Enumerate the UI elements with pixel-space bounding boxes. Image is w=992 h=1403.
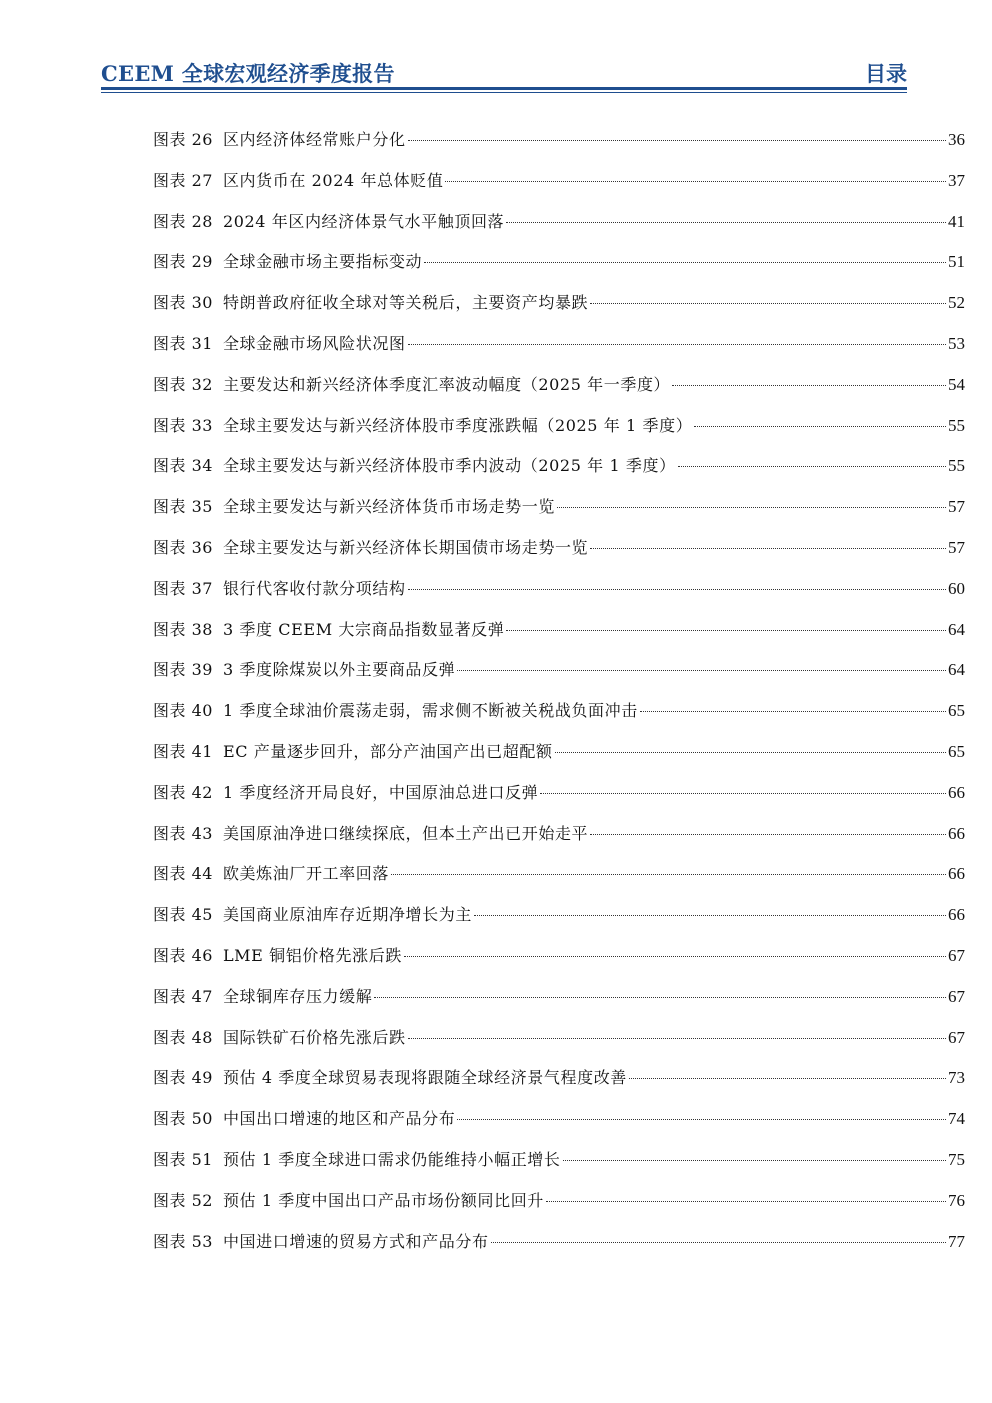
toc-leader-dots	[474, 914, 946, 916]
toc-entry[interactable]	[153, 250, 965, 291]
toc-entry-title: 银行代客收付款分项结构	[222, 578, 406, 598]
toc-entry-page: 64	[948, 660, 965, 680]
toc-entry-label: 图表 50	[153, 1109, 213, 1129]
toc-entry-page: 75	[948, 1149, 965, 1169]
toc-entry-title: 中国出口增速的地区和产品分布	[222, 1109, 456, 1129]
toc-entry-page: 66	[948, 905, 965, 925]
toc-entry-label: 图表 37	[153, 578, 213, 598]
toc-entry-label: 图表 45	[153, 905, 213, 925]
toc-leader-dots	[694, 425, 946, 427]
table-of-contents	[153, 128, 965, 1270]
toc-entry[interactable]	[153, 577, 965, 618]
toc-entry[interactable]	[153, 1148, 965, 1189]
toc-entry-label: 图表 53	[153, 1231, 213, 1251]
toc-entry-title: EC 产量逐步回升，部分产油国产出已超配额	[222, 741, 553, 761]
toc-entry-title: 1 季度全球油价震荡走弱，需求侧不断被关税战负面冲击	[222, 701, 638, 721]
toc-entry[interactable]	[153, 862, 965, 903]
toc-leader-dots	[506, 629, 946, 631]
toc-entry-title: 欧美炼油厂开工率回落	[222, 864, 389, 884]
toc-entry[interactable]	[153, 291, 965, 332]
toc-entry-title: 2024 年区内经济体景气水平触顶回落	[222, 211, 505, 231]
toc-leader-dots	[408, 343, 946, 345]
toc-entry-page: 57	[948, 497, 965, 517]
toc-entry-label: 图表 26	[153, 130, 213, 149]
toc-entry-title: 预估 1 季度中国出口产品市场份额同比回升	[222, 1190, 544, 1210]
toc-leader-dots	[491, 1241, 946, 1243]
toc-entry-page: 52	[948, 293, 965, 313]
toc-entry-label: 图表 51	[153, 1149, 213, 1169]
toc-leader-dots	[424, 261, 946, 263]
toc-entry[interactable]	[153, 169, 965, 210]
toc-entry-page: 53	[948, 333, 965, 353]
toc-entry[interactable]	[153, 1066, 965, 1107]
toc-entry-label: 图表 44	[153, 864, 213, 884]
toc-leader-dots	[408, 588, 946, 590]
toc-entry-label: 图表 49	[153, 1068, 213, 1088]
toc-entry-page: 36	[948, 130, 965, 149]
toc-entry-title: 3 季度除煤炭以外主要商品反弹	[222, 660, 456, 680]
toc-entry-label: 图表 27	[153, 170, 213, 190]
toc-entry-page: 57	[948, 537, 965, 557]
toc-entry-title: 全球金融市场风险状况图	[222, 333, 406, 353]
toc-leader-dots	[457, 1118, 946, 1120]
toc-entry-page: 77	[948, 1231, 965, 1251]
header-rule-thick	[101, 87, 907, 90]
toc-leader-dots	[540, 792, 946, 794]
toc-entry-page: 51	[948, 252, 965, 272]
toc-entry-label: 图表 30	[153, 293, 213, 313]
toc-entry-label: 图表 41	[153, 741, 213, 761]
toc-leader-dots	[408, 139, 946, 141]
toc-leader-dots	[445, 180, 946, 182]
toc-leader-dots	[408, 1037, 946, 1039]
toc-entry-label: 图表 48	[153, 1027, 213, 1047]
toc-entry-title: 特朗普政府征收全球对等关税后，主要资产均暴跌	[222, 293, 589, 313]
toc-entry-title: 区内经济体经常账户分化	[222, 130, 406, 149]
toc-entry[interactable]	[153, 740, 965, 781]
toc-entry-title: 国际铁矿石价格先涨后跌	[222, 1027, 406, 1047]
toc-entry-title: 预估 1 季度全球进口需求仍能维持小幅正增长	[222, 1149, 561, 1169]
toc-entry-page: 65	[948, 741, 965, 761]
toc-entry[interactable]	[153, 1230, 965, 1271]
toc-entry-title: 全球主要发达与新兴经济体股市季内波动（2025 年 1 季度）	[222, 456, 676, 476]
toc-entry-title: 美国商业原油库存近期净增长为主	[222, 905, 472, 925]
toc-entry-page: 76	[948, 1190, 965, 1210]
toc-entry[interactable]	[153, 903, 965, 944]
header-rule-thin	[101, 92, 907, 93]
toc-entry[interactable]	[153, 822, 965, 863]
toc-entry-label: 图表 52	[153, 1190, 213, 1210]
toc-leader-dots	[457, 669, 946, 671]
toc-entry-page: 65	[948, 701, 965, 721]
toc-entry-page: 66	[948, 864, 965, 884]
toc-entry-label: 图表 28	[153, 211, 213, 231]
toc-entry-page: 55	[948, 456, 965, 476]
toc-entry-label: 图表 43	[153, 823, 213, 843]
toc-entry-title: 3 季度 CEEM 大宗商品指数显著反弹	[222, 619, 505, 639]
toc-leader-dots	[590, 302, 946, 304]
toc-leader-dots	[672, 384, 946, 386]
toc-leader-dots	[555, 751, 946, 753]
toc-entry[interactable]	[153, 495, 965, 536]
toc-entry-page: 67	[948, 986, 965, 1006]
toc-leader-dots	[563, 1159, 946, 1161]
toc-entry-page: 41	[948, 211, 965, 231]
toc-entry-title: 全球主要发达与新兴经济体货币市场走势一览	[222, 497, 555, 517]
toc-entry-title: 主要发达和新兴经济体季度汇率波动幅度（2025 年一季度）	[222, 374, 671, 394]
toc-entry[interactable]	[153, 128, 965, 169]
toc-entry[interactable]	[153, 658, 965, 699]
toc-leader-dots	[546, 1200, 946, 1202]
toc-entry-page: 55	[948, 415, 965, 435]
toc-entry-page: 66	[948, 782, 965, 802]
toc-entry-label: 图表 42	[153, 782, 213, 802]
toc-entry-title: 区内货币在 2024 年总体贬值	[222, 170, 444, 190]
toc-entry[interactable]	[153, 1026, 965, 1067]
toc-entry-page: 60	[948, 578, 965, 598]
toc-entry-page: 73	[948, 1068, 965, 1088]
toc-leader-dots	[590, 547, 946, 549]
toc-entry-label: 图表 36	[153, 537, 213, 557]
section-title: 目录	[865, 61, 907, 86]
toc-entry[interactable]	[153, 332, 965, 373]
toc-entry-label: 图表 34	[153, 456, 213, 476]
page-header	[101, 58, 907, 86]
toc-entry-label: 图表 40	[153, 701, 213, 721]
toc-entry[interactable]	[153, 985, 965, 1026]
toc-entry-label: 图表 32	[153, 374, 213, 394]
toc-entry[interactable]	[153, 210, 965, 251]
toc-entry-title: 全球主要发达与新兴经济体股市季度涨跌幅（2025 年 1 季度）	[222, 415, 693, 435]
toc-entry-label: 图表 38	[153, 619, 213, 639]
toc-entry-label: 图表 47	[153, 986, 213, 1006]
toc-entry-title: 预估 4 季度全球贸易表现将跟随全球经济景气程度改善	[222, 1068, 627, 1088]
toc-entry-page: 66	[948, 823, 965, 843]
toc-entry[interactable]	[153, 944, 965, 985]
toc-entry-title: LME 铜铝价格先涨后跌	[222, 945, 402, 965]
toc-leader-dots	[590, 833, 946, 835]
toc-entry[interactable]	[153, 1107, 965, 1148]
toc-entry-title: 全球铜库存压力缓解	[222, 986, 373, 1006]
toc-leader-dots	[640, 710, 946, 712]
toc-entry[interactable]	[153, 454, 965, 495]
toc-entry-label: 图表 31	[153, 333, 213, 353]
toc-entry-page: 64	[948, 619, 965, 639]
toc-entry-label: 图表 39	[153, 660, 213, 680]
toc-leader-dots	[557, 506, 946, 508]
toc-leader-dots	[374, 996, 946, 998]
toc-entry[interactable]	[153, 536, 965, 577]
toc-entry[interactable]	[153, 1189, 965, 1230]
toc-entry-page: 67	[948, 945, 965, 965]
toc-leader-dots	[678, 465, 946, 467]
toc-entry-label: 图表 29	[153, 252, 213, 272]
toc-entry[interactable]	[153, 699, 965, 740]
toc-entry-title: 全球金融市场主要指标变动	[222, 252, 423, 272]
toc-entry-title: 1 季度经济开局良好，中国原油总进口反弹	[222, 782, 539, 802]
toc-leader-dots	[391, 873, 946, 875]
toc-entry-label: 图表 35	[153, 497, 213, 517]
toc-entry-page: 74	[948, 1109, 965, 1129]
toc-leader-dots	[506, 221, 946, 223]
toc-leader-dots	[629, 1077, 946, 1079]
toc-entry-title: 中国进口增速的贸易方式和产品分布	[222, 1231, 489, 1251]
toc-entry[interactable]	[153, 781, 965, 822]
report-title: CEEM 全球宏观经济季度报告	[101, 61, 395, 86]
toc-entry-label: 图表 33	[153, 415, 213, 435]
toc-entry[interactable]	[153, 373, 965, 414]
toc-entry-title: 全球主要发达与新兴经济体长期国债市场走势一览	[222, 537, 589, 557]
toc-entry-page: 37	[948, 170, 965, 190]
toc-entry-title: 美国原油净进口继续探底，但本土产出已开始走平	[222, 823, 589, 843]
toc-entry-page: 54	[948, 374, 965, 394]
toc-entry[interactable]	[153, 414, 965, 455]
toc-entry[interactable]	[153, 618, 965, 659]
toc-leader-dots	[404, 955, 946, 957]
toc-entry-label: 图表 46	[153, 945, 213, 965]
toc-entry-page: 67	[948, 1027, 965, 1047]
